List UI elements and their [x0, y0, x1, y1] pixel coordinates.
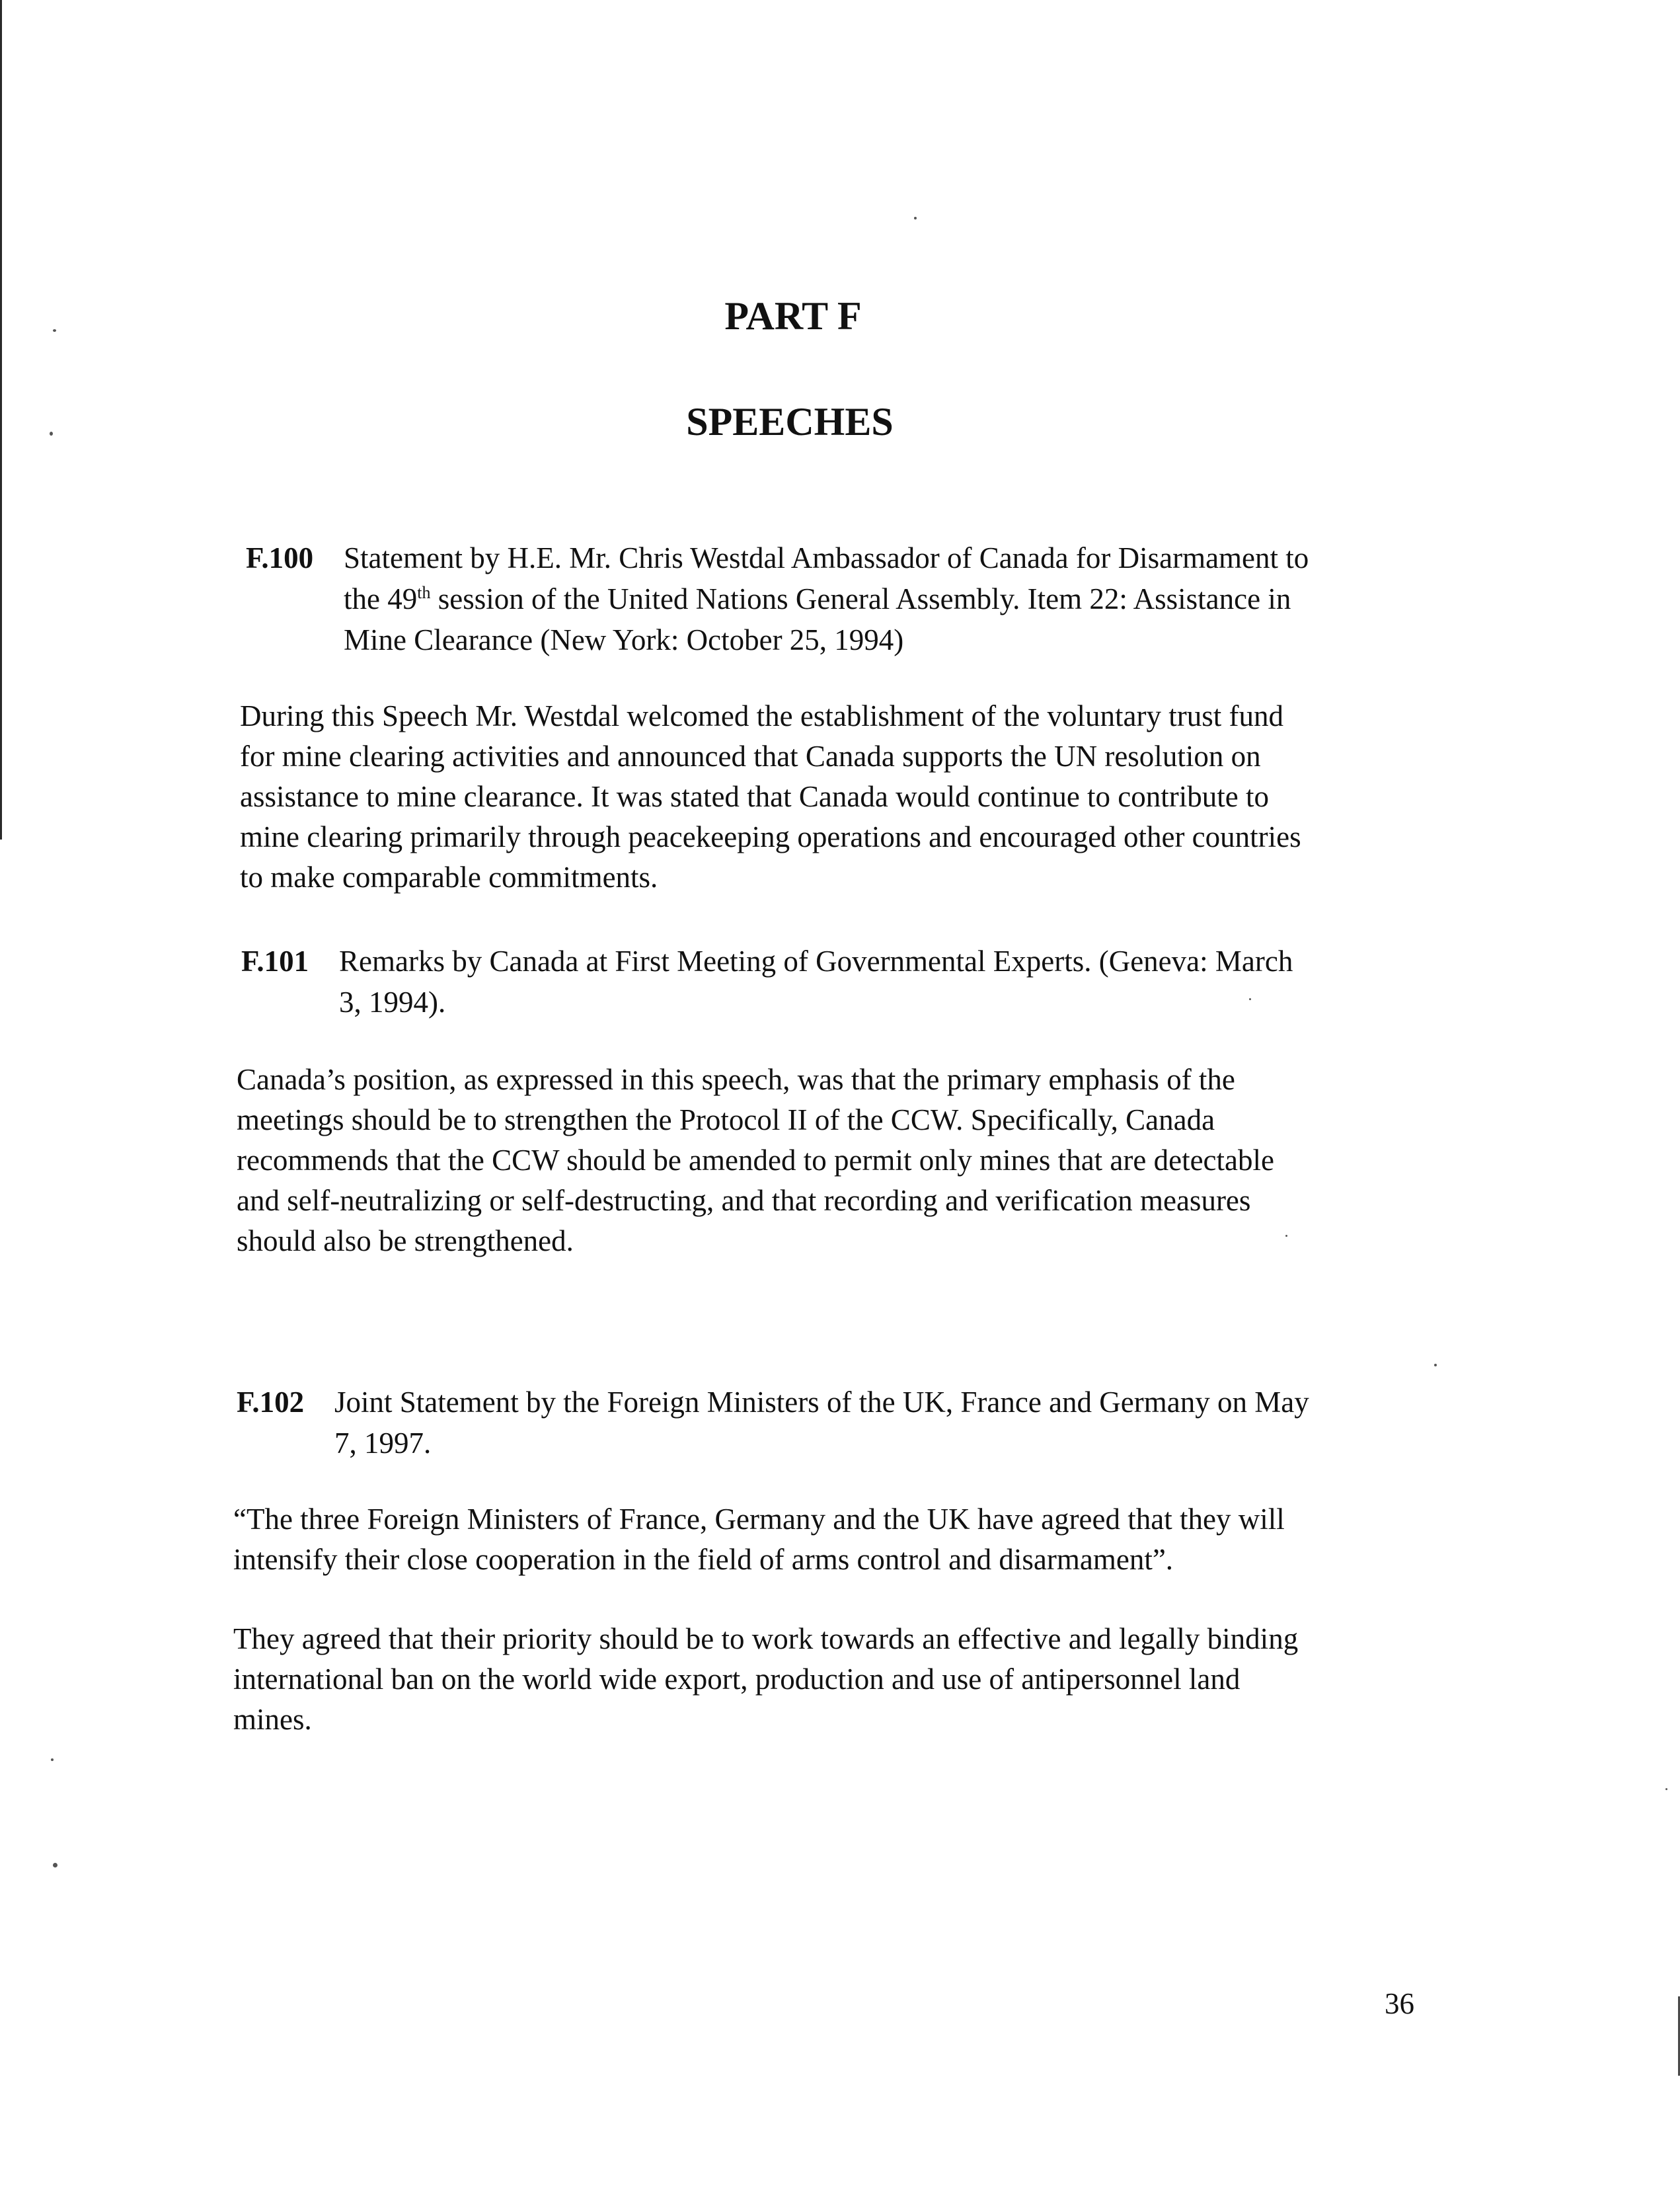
entry-title — [344, 537, 1520, 660]
entry-f102-quote — [233, 1499, 1423, 1580]
paragraph-line: Canada’s position, as expressed in this speech, was that the primary emphasis of the — [237, 1063, 1235, 1096]
paragraph-line: to make comparable commitments. — [240, 861, 658, 894]
entry-title — [339, 941, 1515, 1023]
scan-speck — [53, 1863, 57, 1867]
entry-title — [334, 1382, 1511, 1464]
scan-speck — [1434, 1364, 1437, 1366]
paragraph-line: During this Speech Mr. Westdal welcomed the establishment of the voluntary trust fund — [240, 699, 1283, 732]
paragraph-line: and self-neutralizing or self-destructing, and that recording and verification measures — [237, 1184, 1251, 1217]
ordinal-suffix: th — [417, 583, 431, 602]
paragraph-line: They agreed that their priority should be to work towards an effective and legally binding — [233, 1622, 1299, 1655]
scan-speck — [50, 432, 53, 436]
scan-speck — [53, 329, 56, 332]
scan-speck — [1285, 1235, 1287, 1237]
paragraph-line: meetings should be to strengthen the Protocol II of the CCW. Specifically, Canada — [237, 1103, 1215, 1136]
entry-title-line: Statement by H.E. Mr. Chris Westdal Ambassador of Canada for Disarmament to — [344, 541, 1309, 574]
paragraph-line: mines. — [233, 1703, 312, 1736]
page-number: 36 — [1385, 1987, 1414, 2020]
entry-title-line: Remarks by Canada at First Meeting of Governmental Experts. (Geneva: March — [339, 945, 1293, 978]
section-heading: SPEECHES — [686, 400, 894, 444]
scan-speck — [914, 217, 917, 219]
part-heading: PART F — [724, 294, 862, 338]
paragraph-line: should also be strengthened. — [237, 1224, 574, 1257]
entry-title-line: the 49th session of the United Nations General Assembly. Item 22: Assistance in — [344, 582, 1291, 615]
entry-title-line: Mine Clearance (New York: October 25, 1994) — [344, 623, 904, 656]
entry-title-line: 7, 1997. — [334, 1427, 432, 1460]
entry-number: F.101 — [241, 945, 309, 978]
entry-title-line: Joint Statement by the Foreign Ministers of the UK, France and Germany on May — [334, 1386, 1309, 1419]
paragraph-line: “The three Foreign Ministers of France, Germany and the UK have agreed that they will — [233, 1503, 1285, 1536]
paragraph-line: for mine clearing activities and announced that Canada supports the UN resolution on — [240, 740, 1261, 773]
entry-f101-summary — [237, 1060, 1426, 1261]
scan-speck — [1249, 998, 1251, 1000]
scan-speck — [51, 1758, 54, 1761]
entry-number: F.102 — [237, 1386, 305, 1419]
paragraph-line: international ban on the world wide export, production and use of antipersonnel land — [233, 1663, 1241, 1696]
paragraph-line: recommends that the CCW should be amended to permit only mines that are detectable — [237, 1144, 1274, 1177]
paragraph-line: mine clearing primarily through peacekeeping operations and encouraged other countries — [240, 820, 1301, 853]
entry-f102-summary — [233, 1619, 1423, 1740]
scan-speck — [1665, 1788, 1667, 1790]
paragraph-line: intensify their close cooperation in the field of arms control and disarmament”. — [233, 1543, 1174, 1576]
entry-title-line: 3, 1994). — [339, 986, 446, 1019]
entry-f100-summary — [240, 696, 1430, 898]
entry-number: F.100 — [246, 541, 314, 574]
paragraph-line: assistance to mine clearance. It was stated that Canada would continue to contribute to — [240, 780, 1269, 813]
